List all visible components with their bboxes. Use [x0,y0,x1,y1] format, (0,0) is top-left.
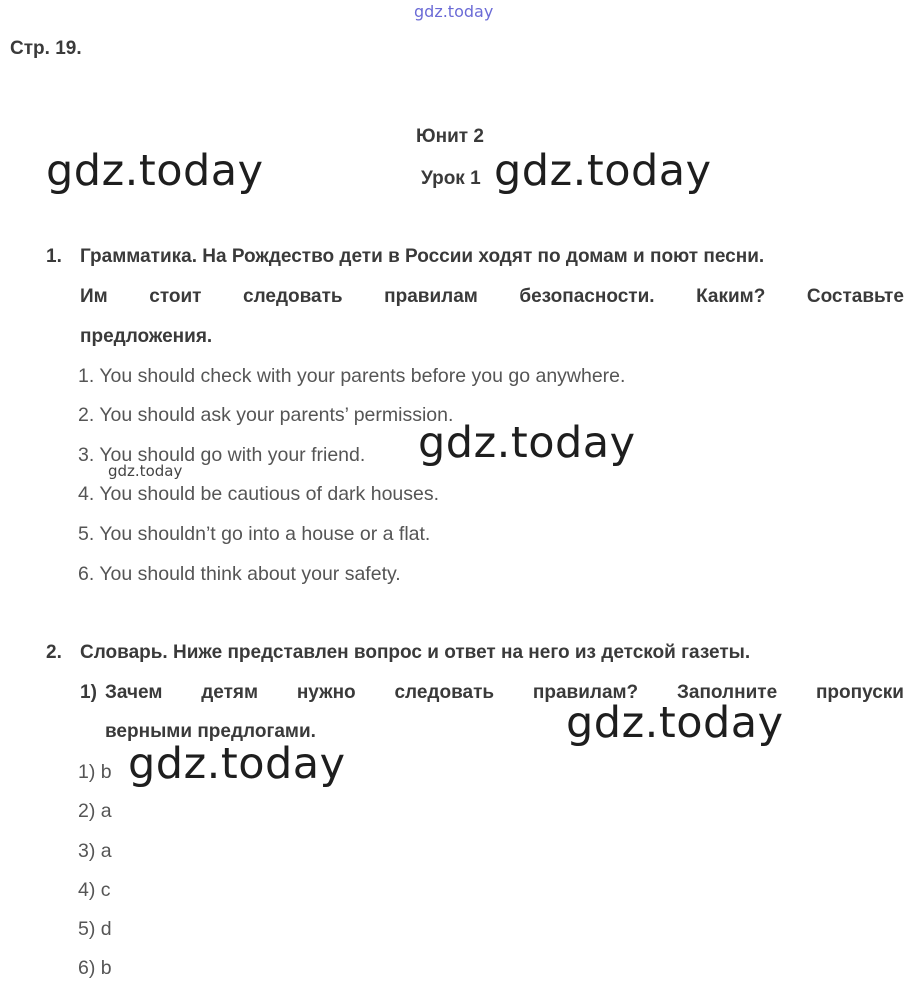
task-2-word: Заполните [676,682,778,703]
task-2-sub-line-2: верными предлогами. [105,721,316,742]
unit-title: Юнит 2 [416,126,484,147]
watermark-small: gdz.today [108,462,183,480]
task-1-number: 1. [46,246,62,267]
task-1-answer: 5. You shouldn’t go into a house or a flat. [78,523,431,545]
task-2-word: пропуски [815,682,904,703]
task-1-word: стоит [149,286,202,307]
task-1-line-2 [80,286,904,308]
task-1-answer: 3. You should go with your friend. [78,444,366,466]
page-number: Стр. 19. [10,38,82,59]
task-2-answer: 2) a [78,800,112,822]
task-2-word: следовать [394,682,495,703]
task-1-line-1: Грамматика. На Рождество дети в России ходят по домам и поют песни. [80,246,765,267]
watermark-right: gdz.today [566,698,784,748]
task-2-line-1: Словарь. Ниже представлен вопрос и ответ на него из детской газеты. [80,642,751,663]
task-2-word: правилам? [532,682,639,703]
task-1-answer: 4. You should be cautious of dark houses. [78,483,440,505]
task-2-answer: 6) b [78,957,112,979]
task-1-answer: 2. You should ask your parents’ permission. [78,404,454,426]
lesson-title: Урок 1 [421,168,481,189]
task-2-sub-line-1 [105,682,904,704]
task-1-answer: 1. You should check with your parents before you go anywhere. [78,365,626,387]
task-2-answer: 3) a [78,840,112,862]
task-2-answer: 1) b [78,761,112,783]
task-1-answer: 6. You should think about your safety. [78,563,401,585]
watermark-top: gdz.today [414,2,494,21]
task-2-word: Зачем [105,682,163,703]
task-1-word: безопасности. [519,286,655,307]
task-1-word: следовать [243,286,343,307]
task-1-word: Каким? [696,286,766,307]
watermark-left: gdz.today [46,146,264,196]
task-2-number: 2. [46,642,62,663]
task-1-word: Составьте [806,286,904,307]
task-2-answer: 5) d [78,918,112,940]
task-2-sub-number: 1) [80,682,97,703]
task-1-word: правилам [384,286,478,307]
task-1-word: Им [80,286,108,307]
watermark-mid: gdz.today [418,418,636,468]
task-2-word: нужно [296,682,356,703]
watermark-lesson: gdz.today [494,146,712,196]
task-1-line-3: предложения. [80,326,213,347]
task-2-word: детям [201,682,259,703]
task-2-answer: 4) c [78,879,111,901]
watermark-bottom: gdz.today [128,739,346,789]
